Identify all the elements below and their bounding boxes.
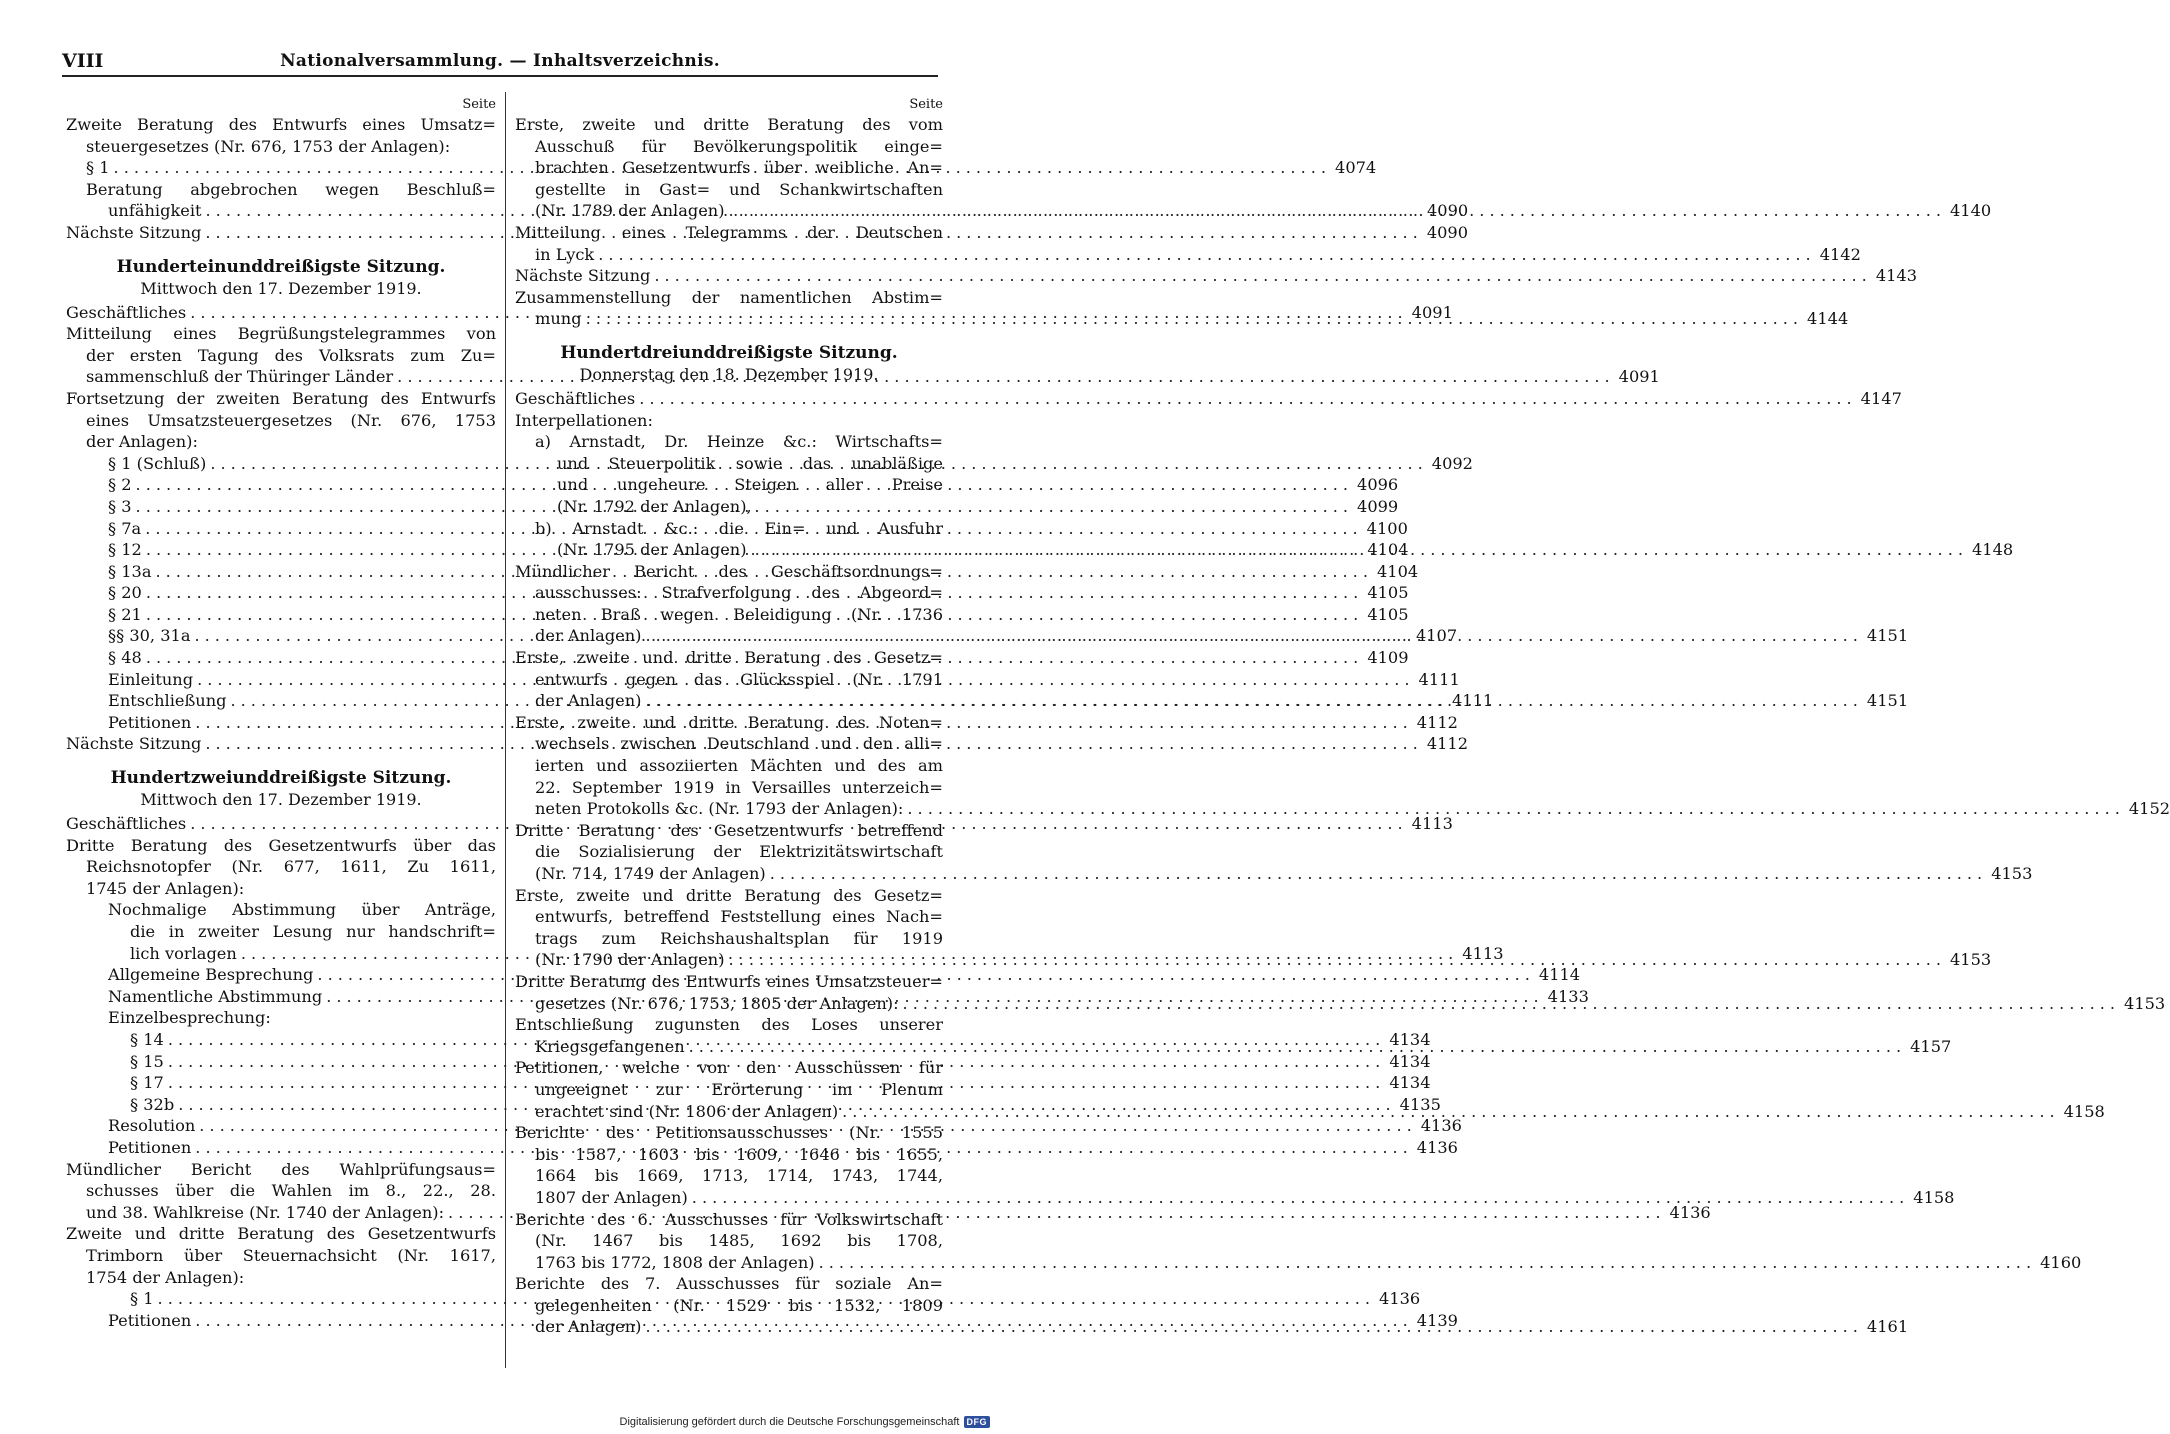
toc-text: in Lyck [535, 244, 595, 264]
page-ref: 4090 [1426, 222, 1469, 242]
toc-line: gestellte in Gast= und Schankwirtschaften [535, 179, 943, 199]
toc-text: und 38. Wahlkreise (Nr. 1740 der Anlagen): [86, 1202, 445, 1222]
toc-line [515, 863, 2033, 885]
toc-line [66, 136, 496, 158]
toc-line: Trimborn über Steuernachsicht (Nr. 1617, [86, 1245, 496, 1265]
page-ref: 4074 [1335, 158, 1377, 178]
page-ref: 4114 [1538, 965, 1581, 985]
page-ref: 4109 [1367, 648, 1409, 668]
page-ref: 4105 [1367, 583, 1409, 603]
page-ref: 4100 [1366, 518, 1408, 538]
toc-line [66, 431, 496, 453]
toc-text: unfähigkeit [108, 201, 202, 221]
toc-text: (Nr. 1795 der Anlagen) [557, 540, 747, 560]
toc-text: §§ 30, 31a [108, 626, 191, 646]
page-header [62, 50, 938, 76]
leader-dots [815, 1252, 2036, 1274]
page-ref: 4104 [1376, 561, 1419, 581]
digitization-footer [600, 1414, 990, 1430]
toc-line: Dritte Beratung des Entwurfs eines Umsatzsteuer= [515, 971, 943, 991]
session-heading [66, 767, 496, 813]
seite-label: Seite [909, 97, 943, 112]
leader-dots [903, 798, 2124, 820]
page-ref: 4158 [1913, 1187, 1955, 1207]
toc-line: Berichte des 7. Ausschusses für soziale An= [515, 1274, 943, 1294]
toc-text: Petitionen [108, 712, 192, 732]
toc-text: steuergesetzes (Nr. 676, 1753 der Anlagen): [86, 136, 451, 156]
toc-text: 1745 der Anlagen): [86, 878, 245, 898]
page-ref: 4142 [1819, 244, 1861, 264]
session-title: Hundertdreiunddreißigste Sitzung. [560, 342, 898, 363]
toc-line: 22. September 1919 in Versailles unterzeich= [535, 777, 943, 797]
toc-text: Nächste Sitzung [66, 222, 202, 242]
page-ref: 4140 [1950, 201, 1992, 221]
page-ref: 4135 [1399, 1094, 1441, 1114]
leader-dots [747, 539, 1968, 561]
leader-dots [725, 949, 1946, 971]
toc-text: § 13a [108, 561, 152, 581]
page-ref: 4151 [1866, 626, 1909, 646]
toc-entry [515, 265, 1918, 287]
toc-line: bis 1587, 1603 bis 1609, 1646 bis 1655, [535, 1144, 943, 1164]
toc-text: der Anlagen): [86, 432, 198, 452]
toc-line: b) Arnstadt &c.: die Ein= und Ausfuhr [535, 518, 943, 538]
toc-text: Resolution [108, 1116, 196, 1136]
session-title: Hundertzweiunddreißigste Sitzung. [110, 768, 452, 789]
page-ref: 4136 [1420, 1116, 1462, 1136]
toc-entry [515, 410, 943, 432]
page-ref: 4113 [1462, 943, 1504, 963]
page-ref: 4107 [1415, 626, 1458, 646]
session-date: Mittwoch den 17. Dezember 1919. [140, 278, 422, 298]
toc-line: Zweite Beratung des Entwurfs eines Umsatz= [66, 115, 496, 134]
page-ref: 4104 [1367, 540, 1409, 560]
toc-line: ausschusses: Strafverfolgung des Abgeord= [535, 583, 943, 603]
page-ref: 4134 [1389, 1029, 1431, 1049]
page-ref: 4148 [1972, 540, 2014, 560]
toc-text: der Anlagen) [535, 626, 642, 646]
toc-line: Beratung abgebrochen wegen Beschluß= [86, 179, 496, 199]
toc-text: (Nr. 1790 der Anlagen) [535, 950, 725, 970]
toc-text: 1763 bis 1772, 1808 der Anlagen) [535, 1252, 815, 1272]
toc-text: § 2 [108, 475, 132, 495]
leader-dots [641, 690, 1862, 712]
leader-dots [635, 388, 1856, 410]
toc-text: § 12 [108, 540, 142, 560]
leader-dots [838, 1101, 2059, 1123]
toc-line: Petitionen, welche von den Ausschüssen für [515, 1058, 943, 1078]
toc-line: a) Arnstadt, Dr. Heinze &c.: Wirtschafts= [535, 432, 943, 452]
page-ref: 4099 [1357, 496, 1399, 516]
toc-text: der Anlagen) [535, 1317, 642, 1337]
toc-line: ierten und assoziierten Mächten und des am [535, 756, 943, 776]
toc-text: Kriegsgefangenen [535, 1036, 685, 1056]
toc-line: Mündlicher Bericht des Geschäftsordnungs= [515, 561, 943, 581]
toc-line: Erste, zweite und dritte Beratung des Noten= [515, 712, 943, 732]
toc-text: § 17 [130, 1073, 164, 1093]
page-ref: 4136 [1416, 1137, 1458, 1157]
page-ref: 4153 [1950, 950, 1992, 970]
toc-entry [66, 835, 496, 900]
page-number: VIII [62, 50, 104, 72]
toc-text: Petitionen [108, 1310, 192, 1330]
toc-line: trags zum Reichshaushaltsplan für 1919 [535, 928, 943, 948]
toc-entry [66, 1223, 496, 1288]
footer-text: Digitalisierung gefördert durch die Deutsche Forschungsgemeinschaft [619, 1416, 960, 1428]
toc-line: Erste, zweite und dritte Beratung des vom [515, 115, 943, 134]
toc-text: § 32b [130, 1094, 175, 1114]
toc-line [515, 496, 943, 518]
toc-line: Berichte des Petitionsausschusses (Nr. 1555 [515, 1123, 943, 1143]
toc-line: brachten Gesetzentwurfs über weibliche An= [535, 158, 943, 178]
leader-dots [688, 1187, 1909, 1209]
toc-text: der Anlagen) [535, 691, 642, 711]
toc-line: Mitteilung eines Begrüßungstelegrammes von [66, 324, 496, 344]
page-ref: 4113 [1411, 814, 1453, 834]
leader-dots [650, 265, 1871, 287]
page-ref: 4144 [1807, 309, 1849, 329]
toc-line: Nochmalige Abstimmung über Anträge, [108, 900, 496, 920]
toc-text: 1754 der Anlagen): [86, 1267, 245, 1287]
page-ref: 4112 [1426, 734, 1469, 754]
page-ref: 4139 [1416, 1310, 1458, 1330]
toc-entry [66, 114, 496, 157]
toc-text: (Nr. 1789 der Anlagen) [535, 201, 725, 221]
toc-line: der ersten Tagung des Volksrats zum Zu= [86, 345, 496, 365]
page-ref: 4112 [1416, 712, 1458, 732]
page-ref: 4096 [1357, 475, 1399, 495]
toc-line: entwurfs, betreffend Feststellung eines Nach= [535, 907, 943, 927]
toc-line [515, 410, 943, 432]
toc-line [66, 1007, 496, 1029]
toc-line: und ungeheure Steigen aller Preise [557, 475, 943, 495]
session-date: Mittwoch den 17. Dezember 1919. [140, 790, 422, 810]
page-ref: 4160 [2040, 1252, 2082, 1272]
toc-line: Mündlicher Bericht des Wahlprüfungsaus= [66, 1159, 496, 1179]
toc-line: Reichsnotopfer (Nr. 677, 1611, Zu 1611, [86, 857, 496, 877]
leader-dots [582, 308, 1803, 330]
page-ref: 4134 [1389, 1051, 1431, 1071]
toc-line [515, 388, 1902, 410]
page-ref: 4111 [1418, 669, 1460, 689]
leader-dots [641, 1316, 1862, 1338]
toc-line [515, 1187, 1955, 1209]
toc-line: Dritte Beratung des Gesetzentwurfs betreffend [515, 820, 943, 840]
toc-entry [66, 1007, 496, 1029]
toc-text: Nächste Sitzung [515, 266, 651, 286]
toc-text: Geschäftliches [66, 814, 187, 834]
toc-entry [515, 431, 943, 517]
toc-text: § 20 [108, 583, 142, 603]
toc-text: § 15 [130, 1051, 164, 1071]
toc-text: sammenschluß der Thüringer Länder [86, 367, 394, 387]
toc-line: Erste, zweite und dritte Beratung des Gesetz= [515, 885, 943, 905]
session-date: Donnerstag den 18. Dezember 1919. [579, 364, 879, 384]
session-title: Hunderteinunddreißigste Sitzung. [116, 256, 446, 277]
toc-line [515, 265, 1918, 287]
leader-dots [685, 1036, 1906, 1058]
page-ref: 4133 [1547, 986, 1589, 1006]
toc-text: erachtet sind (Nr. 1806 der Anlagen) [535, 1101, 839, 1121]
page-ref: 4090 [1427, 201, 1469, 221]
leader-dots [641, 625, 1862, 647]
toc-line: Ausschuß für Bevölkerungspolitik einge= [535, 136, 943, 156]
toc-text: § 1 [86, 158, 110, 178]
toc-text: § 1 (Schluß) [108, 453, 207, 473]
toc-line [515, 798, 2170, 820]
toc-text: Geschäftliches [515, 388, 636, 408]
toc-text: Geschäftliches [66, 302, 187, 322]
page-ref: 4153 [2124, 993, 2166, 1013]
toc-line: die Sozialisierung der Elektrizitätswirtschaft [535, 842, 943, 862]
toc-text: lich vorlagen [130, 943, 237, 963]
running-title: Nationalversammlung. — Inhaltsverzeichnis. [280, 51, 720, 71]
toc-line: Zusammenstellung der namentlichen Abstim= [515, 287, 943, 307]
page-ref: 4111 [1451, 691, 1494, 711]
toc-line: Mitteilung eines Telegramms der Deutschen [515, 222, 943, 242]
toc-text: (Nr. 714, 1749 der Anlagen) [535, 864, 766, 883]
leader-dots [899, 993, 2120, 1015]
page-ref: 4143 [1875, 266, 1918, 286]
toc-line [515, 1252, 2082, 1274]
page-ref: 4151 [1866, 691, 1909, 711]
page-ref: 4092 [1431, 453, 1473, 473]
toc-line: die in zweiter Lesung nur handschrift= [130, 922, 496, 941]
toc-text: Allgemeine Besprechung [108, 965, 314, 985]
toc-text: Einzelbesprechung: [108, 1008, 271, 1028]
toc-line: gelegenheiten (Nr. 1529 bis 1532, 1809 [535, 1295, 943, 1315]
toc-line: neten Braß wegen Beleidigung (Nr. 1736 [535, 604, 943, 624]
toc-text: neten Protokolls &c. (Nr. 1793 der Anlagen): [535, 799, 904, 819]
toc-line: Berichte des 6. Ausschusses für Volkswirtschaft [515, 1209, 943, 1229]
session-heading [515, 342, 943, 388]
toc-text: gesetzes (Nr. 676, 1753, 1805 der Anlagen): [535, 993, 899, 1013]
toc-text: § 7a [108, 518, 142, 538]
dfg-logo: DFG [964, 1416, 991, 1428]
page-ref: 4136 [1379, 1289, 1421, 1309]
toc-text: § 3 [108, 496, 132, 516]
page-ref: 4091 [1411, 302, 1453, 322]
toc-line [515, 244, 1861, 266]
toc-text: Einleitung [108, 669, 194, 689]
toc-line [66, 878, 496, 900]
leader-dots [725, 200, 1946, 222]
page-ref: 4161 [1866, 1317, 1909, 1337]
toc-text: Namentliche Abstimmung [108, 986, 323, 1006]
toc-line: eines Umsatzsteuergesetzes (Nr. 676, 1753 [86, 410, 496, 430]
page-ref: 4136 [1669, 1202, 1711, 1222]
toc-line: (Nr. 1467 bis 1485, 1692 bis 1708, [535, 1231, 943, 1251]
toc-text: § 1 [130, 1289, 154, 1309]
toc-text: mung [535, 309, 582, 329]
toc-text: (Nr. 1792 der Anlagen), [557, 496, 752, 516]
page-ref: 4158 [2063, 1101, 2105, 1121]
toc-text: § 14 [130, 1029, 164, 1049]
toc-line: wechsels zwischen Deutschland und den alli= [535, 734, 943, 754]
toc-entry [515, 388, 1902, 410]
page-ref: 4105 [1367, 604, 1409, 624]
toc-text: § 48 [108, 648, 142, 668]
toc-line: Dritte Beratung des Gesetzentwurfs über das [66, 835, 496, 855]
toc-line: Entschließung zugunsten des Loses unserer [515, 1015, 943, 1035]
page-ref: 4153 [1991, 864, 2033, 883]
toc-text: Nächste Sitzung [66, 734, 202, 754]
toc-entry [66, 388, 496, 453]
toc-text: 1807 der Anlagen) [535, 1187, 688, 1207]
toc-line: Zweite und dritte Beratung des Gesetzentwurfs [66, 1224, 496, 1244]
toc-text: Interpellationen: [515, 410, 653, 430]
toc-text: § 21 [108, 604, 142, 624]
page-ref: 4152 [2128, 799, 2170, 819]
page-ref: 4157 [1910, 1036, 1952, 1056]
toc-line: Fortsetzung der zweiten Beratung des Entwurfs [66, 388, 496, 408]
page-ref: 4147 [1860, 388, 1902, 408]
toc-line: entwurfs gegen das Glücksspiel (Nr. 1791 [535, 669, 943, 689]
session-heading [66, 256, 496, 302]
header-rule [62, 75, 938, 77]
toc-line [66, 1267, 496, 1289]
toc-text: Petitionen [108, 1137, 192, 1157]
toc-line: schusses über die Wahlen im 8., 22., 28. [86, 1181, 496, 1201]
toc-line: ungeeignet zur Erörterung im Plenum [535, 1079, 943, 1099]
toc-line: und Steuerpolitik sowie das unabläßige [557, 453, 943, 473]
page-ref: 4134 [1389, 1073, 1431, 1093]
toc-line: Erste, zweite und dritte Beratung des Gesetz= [515, 648, 943, 668]
toc-text: Entschließung [108, 691, 227, 711]
seite-label: Seite [462, 97, 496, 112]
page-ref: 4091 [1618, 367, 1660, 387]
leader-dots [594, 244, 1815, 266]
toc-line: 1664 bis 1669, 1713, 1714, 1743, 1744, [535, 1166, 943, 1186]
leader-dots [766, 863, 1987, 885]
